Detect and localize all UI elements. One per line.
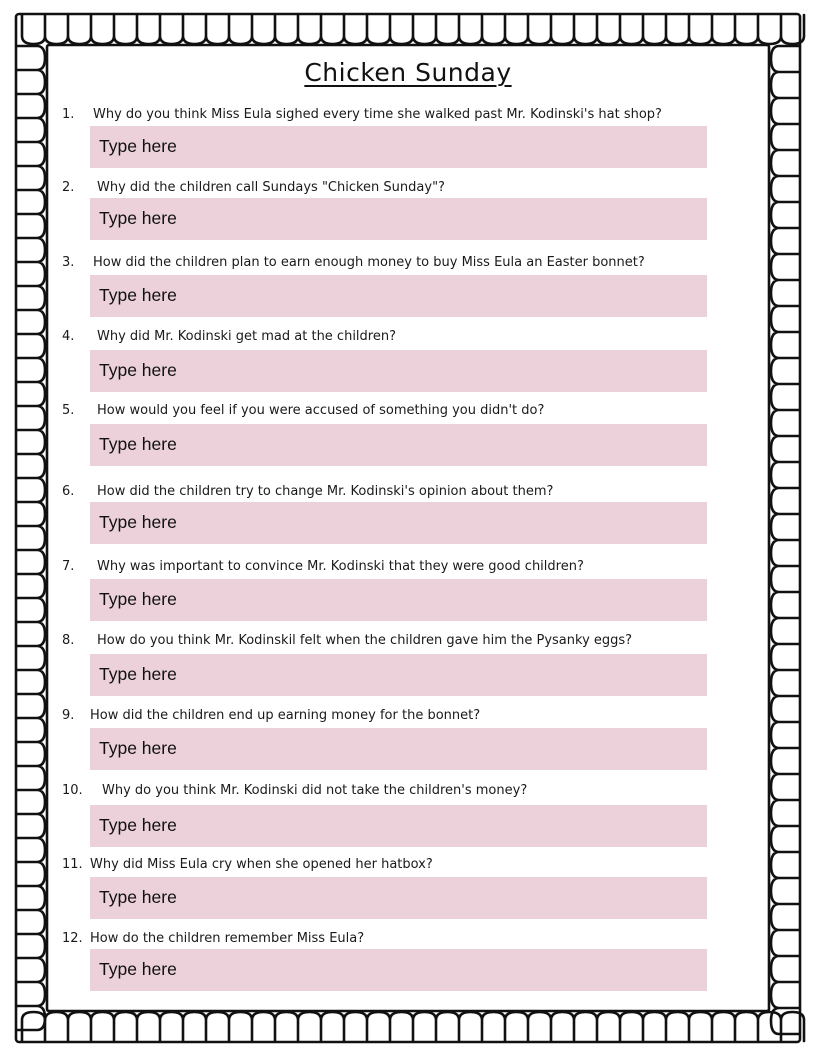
answer-field-11[interactable] (90, 877, 707, 919)
answer-placeholder: Type here (99, 285, 177, 305)
question-number: 1. (62, 107, 75, 122)
answer-placeholder: Type here (99, 959, 177, 979)
question-text: How did the children plan to earn enough money to buy Miss Eula an Easter bonnet? (93, 255, 645, 270)
question-text: How do the children remember Miss Eula? (90, 931, 365, 946)
question-text: Why was important to convince Mr. Kodinski that they were good children? (97, 559, 584, 574)
question-text: Why do you think Mr. Kodinski did not take the children's money? (102, 783, 528, 798)
question-number: 12. (62, 931, 83, 946)
answer-placeholder: Type here (99, 512, 177, 532)
question-number: 6. (62, 484, 75, 499)
answer-field-6[interactable] (90, 502, 707, 544)
answer-placeholder: Type here (99, 589, 177, 609)
question-number: 7. (62, 559, 75, 574)
answer-placeholder: Type here (99, 136, 177, 156)
answer-placeholder: Type here (99, 815, 177, 835)
answer-field-4[interactable] (90, 350, 707, 392)
answer-field-12[interactable] (90, 949, 707, 991)
answer-placeholder: Type here (99, 360, 177, 380)
answer-field-10[interactable] (90, 805, 707, 847)
question-number: 4. (62, 329, 75, 344)
question-text: Why did Miss Eula cry when she opened her hatbox? (90, 857, 433, 872)
question-text: Why did Mr. Kodinski get mad at the children? (97, 329, 396, 344)
question-text: How did the children try to change Mr. Kodinski's opinion about them? (97, 484, 554, 499)
question-number: 8. (62, 633, 75, 648)
answer-field-2[interactable] (90, 198, 707, 240)
answer-placeholder: Type here (99, 887, 177, 907)
question-number: 3. (62, 255, 75, 270)
answer-placeholder: Type here (99, 208, 177, 228)
answer-placeholder: Type here (99, 664, 177, 684)
question-number: 11. (62, 857, 83, 872)
question-text: How would you feel if you were accused of something you didn't do? (97, 403, 545, 418)
answer-field-5[interactable] (90, 424, 707, 466)
question-number: 5. (62, 403, 75, 418)
question-text: Why do you think Miss Eula sighed every time she walked past Mr. Kodinski's hat shop? (93, 107, 662, 122)
answer-field-7[interactable] (90, 579, 707, 621)
question-text: How do you think Mr. Kodinskil felt when the children gave him the Pysanky eggs? (97, 633, 633, 648)
answer-placeholder: Type here (99, 738, 177, 758)
answer-placeholder: Type here (99, 434, 177, 454)
question-number: 9. (62, 708, 75, 723)
answer-field-8[interactable] (90, 654, 707, 696)
question-number: 10. (62, 783, 83, 798)
answer-field-3[interactable] (90, 275, 707, 317)
question-text: How did the children end up earning money for the bonnet? (90, 708, 481, 723)
question-text: Why did the children call Sundays "Chicken Sunday"? (97, 180, 445, 195)
page-title-text: Chicken Sunday (304, 58, 512, 87)
question-number: 2. (62, 180, 75, 195)
answer-field-1[interactable] (90, 126, 707, 168)
answer-field-9[interactable] (90, 728, 707, 770)
page-title (0, 58, 816, 87)
